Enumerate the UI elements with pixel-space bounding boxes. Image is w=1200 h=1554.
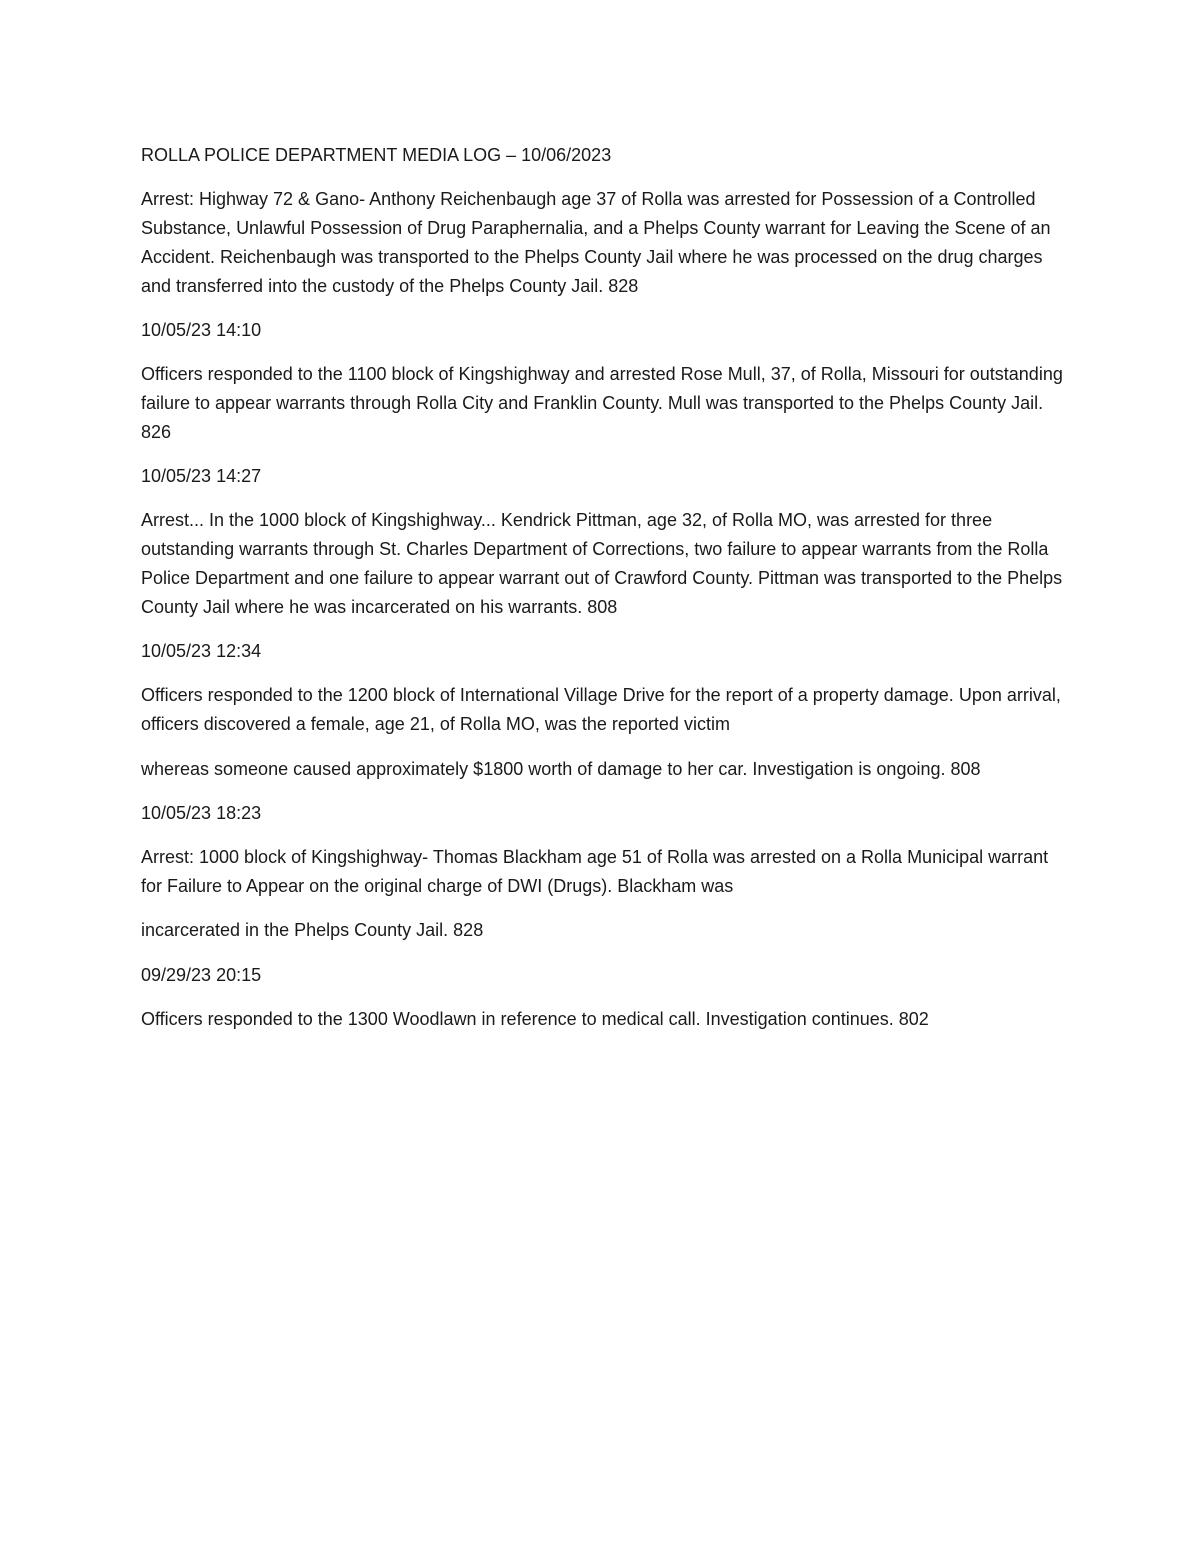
log-entry-text: Arrest... In the 1000 block of Kingshighway... Kendrick Pittman, age 32, of Rolla MO, was arrested for three outstanding warrants through St. Charles Department of Corrections, two failure to appear warrants from the Rolla Police Department and one failure to appear warrant out of Crawford County. Pittman was transported to the Phelps County Jail where he was incarcerated on his warrants. 808 [141,510,1063,617]
log-entry-text: Officers responded to the 1300 Woodlawn in reference to medical call. Investigation continues. 802 [141,1008,929,1029]
log-entry-timestamp: 10/05/23 12:34 [141,641,262,662]
log-entry-text: Arrest: 1000 block of Kingshighway- Thomas Blackham age 51 of Rolla was arrested on a Rolla Municipal warrant for Failure to Appear on the original charge of DWI (Drugs). Blackham was [141,847,1049,896]
document-title: ROLLA POLICE DEPARTMENT MEDIA LOG – 10/06/2023 [141,145,612,165]
document-body [141,141,1071,1049]
log-entry-timestamp: 09/29/23 20:15 [141,964,262,985]
log-entry-text: Officers responded to the 1100 block of Kingshighway and arrested Rose Mull, 37, of Rolla, Missouri for outstanding failure to appear warrants through Rolla City and Franklin County. Mull was transported to the Phelps County Jail. 826 [141,364,1063,442]
log-entry-text-continued: whereas someone caused approximately $1800 worth of damage to her car. Investigation is ongoing. 808 [141,758,981,779]
log-entry-text: Arrest: Highway 72 & Gano- Anthony Reichenbaugh age 37 of Rolla was arrested for Possession of a Controlled Substance, Unlawful Possession of Drug Paraphernalia, and a Phelps County warrant for Leaving the Scene of an Accident. Reichenbaugh was transported to the Phelps County Jail where he was processed on the drug charges and transferred into the custody of the Phelps County Jail. 828 [141,189,1051,296]
log-entry-text-continued: incarcerated in the Phelps County Jail. 828 [141,920,484,941]
log-entry-timestamp: 10/05/23 14:10 [141,319,262,340]
log-entry-timestamp: 10/05/23 18:23 [141,802,262,823]
log-entry-text: Officers responded to the 1200 block of International Village Drive for the report of a property damage. Upon arrival, officers discovered a female, age 21, of Rolla MO, was the reported victim [141,685,1061,735]
log-entry-timestamp: 10/05/23 14:27 [141,466,262,487]
